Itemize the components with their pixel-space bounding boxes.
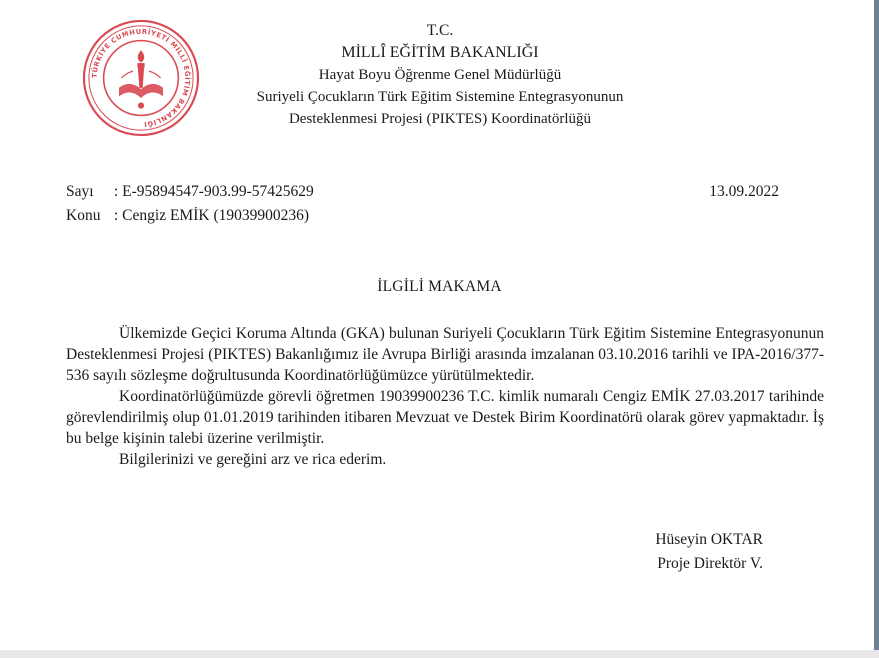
header-directorate: Hayat Boyu Öğrenme Genel Müdürlüğü (318, 67, 562, 83)
konu-value: : Cengiz EMİK (19039900236) (114, 207, 310, 224)
header-line-tc: T.C. (426, 22, 454, 39)
signatory-title: Proje Direktör V. (657, 555, 763, 572)
sayi-label: Sayı (66, 183, 94, 200)
signatory-name: Hüseyin OKTAR (655, 531, 763, 548)
letter-heading: İLGİLİ MAKAMA (377, 278, 502, 295)
konu-label: Konu (66, 207, 101, 224)
letter-body (66, 323, 824, 470)
seal-ring-text: TÜRKİYE CUMHURİYETİ MİLLÎ EĞİTİM BAKANLIĞI (90, 27, 192, 129)
page-bottom-strip (0, 650, 879, 658)
window-edge (874, 0, 879, 650)
paragraph: Bilgilerinizi ve gereğini arz ve rica ederim. (119, 451, 387, 468)
paragraph: Ülkemizde Geçici Koruma Altında (GKA) bulunan Suriyeli Çocukların Türk Eğitim Sistemine Entegrasyonunun Desteklenmesi Projesi (PIKTES) Bakanlığımız ile Avrupa Birliği arasında imzalanan 03.10.2016 tarihli ve IPA-2016/377-536 sayılı sözleşme doğrultusunda Koordinatörlüğümüzce yürütülmektedir. (66, 325, 824, 384)
header-project-line1: Suriyeli Çocukların Türk Eğitim Sistemine Entegrasyonunun (256, 89, 624, 105)
konu-row (66, 207, 309, 225)
letterhead (205, 20, 675, 130)
paragraph: Koordinatörlüğümüzde görevli öğretmen 19039900236 T.C. kimlik numaralı Cengiz EMİK 27.03.2017 tarihinde görevlendirilmiş olup 01.01.2019 tarihinden itibaren Mevzuat ve Destek Birim Koordinatörü olarak görev yapmaktadır. İş bu belge kişinin talebi üzerine verilmiştir. (66, 388, 824, 447)
sayi-value: : E-95894547-903.99-57425629 (114, 183, 314, 200)
header-project-line2: Desteklenmesi Projesi (PIKTES) Koordinatörlüğü (288, 111, 592, 127)
signature-block (655, 528, 763, 576)
meb-seal-icon (82, 19, 200, 137)
sayi-row (66, 183, 314, 201)
document-date: 13.09.2022 (709, 183, 779, 200)
header-ministry: MİLLÎ EĞİTİM BAKANLIĞI (341, 44, 539, 61)
